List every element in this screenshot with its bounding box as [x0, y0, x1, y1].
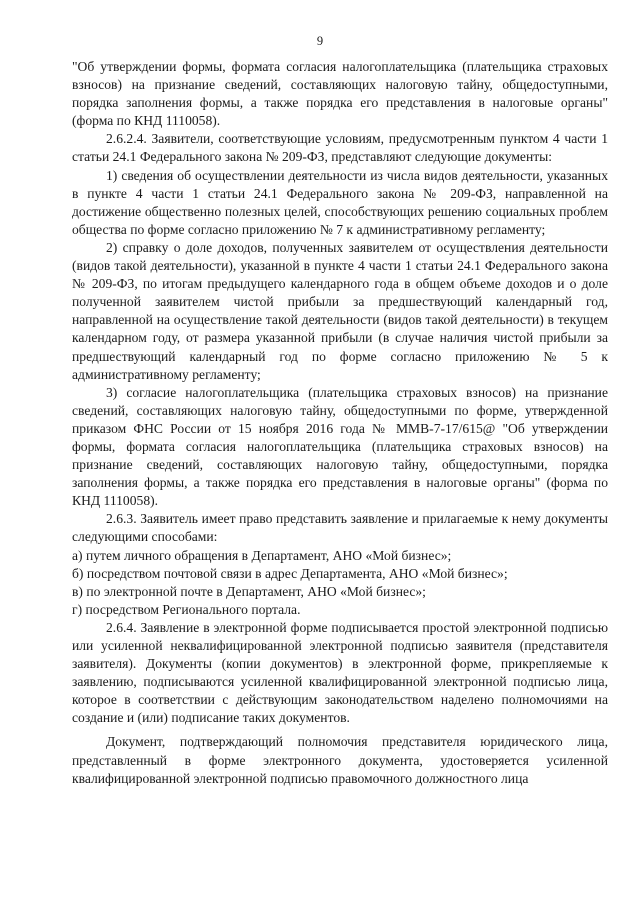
document-body	[72, 58, 608, 788]
paragraph-2-6-3: 2.6.3. Заявитель имеет право представить заявление и прилагаемые к нему документы следующими способами:	[72, 511, 608, 545]
paragraph-2-6-4: 2.6.4. Заявление в электронной форме подписывается простой электронной подписью или усиленной неквалифицированной электронной подписью заявителя (представителя заявителя). Документы (копии документов) в электронной форме, прикрепляемые к заявлению, подписываются усиленной квалифицированной электронной подписью лица, которое в соответствии с действующим законодательством наделено полномочиями на создание и (или) подписание таких документов.	[72, 619, 608, 726]
list-item-2: 2) справку о доле доходов, полученных заявителем от осуществления деятельности (видов такой деятельности), указанной в пункте 4 части 1 статьи 24.1 Федерального закона № 209-ФЗ, по итогам предыдущего календарного года в общем объеме доходов и о доле полученной заявителем чистой прибыли за предшествующий календарный год, направленной на осуществление такой деятельности (видов такой деятельности) в текущем календарном году, от размера указанной прибыли (в случае наличия чистой прибыли за предшествующий календарный год по форме согласно приложению № 5 к административному регламенту;	[72, 239, 608, 382]
page-number: 9	[316, 34, 324, 48]
paragraph-2-6-2-4: 2.6.2.4. Заявители, соответствующие условиям, предусмотренным пунктом 4 части 1 статьи 24.1 Федерального закона № 209-ФЗ, представляют следующие документы:	[72, 131, 608, 165]
method-b: б) посредством почтовой связи в адрес Департамента, АНО «Мой бизнес»;	[72, 565, 508, 581]
method-d: г) посредством Регионального портала.	[72, 601, 301, 617]
list-item-3: 3) согласие налогоплательщика (плательщика страховых взносов) на признание сведений, составляющих налоговую тайну, общедоступными по форме, утвержденной приказом ФНС России от 15 ноября 2016 года № ММВ-7-17/615@ "Об утверждении формы, формата согласия налогоплательщика (плательщика страховых взносов) на признание сведений, составляющих налоговую тайну, общедоступными, порядка заполнения формы, а также порядка его представления в налоговые органы" (форма по КНД 1110058).	[72, 384, 608, 509]
paragraph-representative-document: Документ, подтверждающий полномочия представителя юридического лица, представленный в форме электронного документа, удостоверяется усиленной квалифицированной электронной подписью правомочного должностного лица	[72, 734, 608, 786]
method-c: в) по электронной почте в Департамент, АНО «Мой бизнес»;	[72, 583, 426, 599]
method-a: а) путем личного обращения в Департамент, АНО «Мой бизнес»;	[72, 547, 452, 563]
list-item-1: 1) сведения об осуществлении деятельности из числа видов деятельности, указанных в пункте 4 части 1 статьи 24.1 Федерального закона № 209-ФЗ, направленной на достижение общественно полезных целей, способствующих решению социальных проблем общества по форме согласно приложению № 7 к административному регламенту;	[72, 167, 608, 237]
paragraph-continuation: "Об утверждении формы, формата согласия налогоплательщика (плательщика страховых взносов) на признание сведений, составляющих налоговую тайну, общедоступными, порядка заполнения формы, а также порядка его представления в налоговые органы" (форма по КНД 1110058).	[72, 59, 608, 129]
